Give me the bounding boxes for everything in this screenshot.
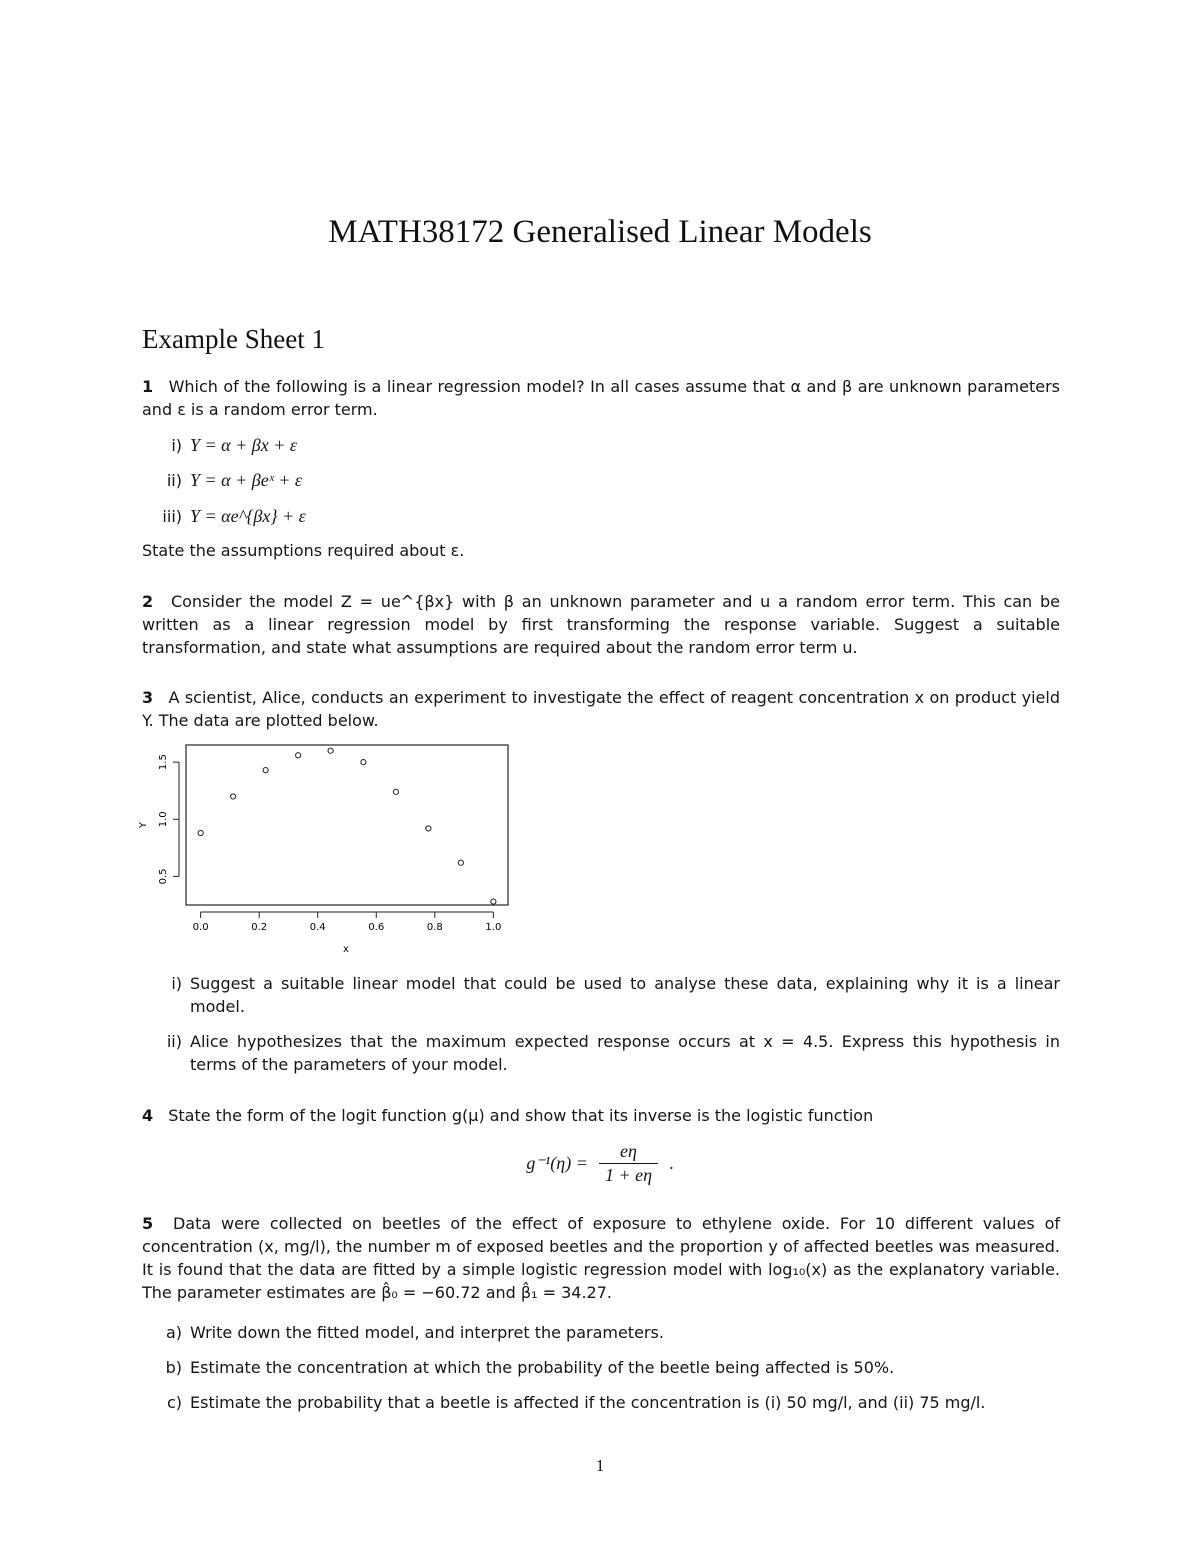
item-label: ii): [166, 1032, 182, 1051]
plot-frame: [186, 745, 508, 905]
x-axis-label: x: [343, 944, 349, 955]
question-1: [142, 375, 1060, 421]
item-text: Alice hypothesizes that the maximum expected response occurs at x = 4.5. Express this hypothesis in terms of the parameters of your model.: [190, 1032, 1060, 1074]
item-text: Suggest a suitable linear model that could be used to analyse these data, explaining why it is a linear model.: [190, 974, 1060, 1016]
x-tick-label: 0.6: [368, 922, 385, 933]
formula-numerator: eη: [599, 1140, 658, 1164]
logistic-formula: [0, 1140, 1200, 1187]
question-5: [142, 1212, 1060, 1304]
data-point: [263, 768, 268, 773]
question-text: Which of the following is a linear regression model? In all cases assume that α and β are unknown parameters and ε is a random error term.: [142, 377, 1060, 419]
equation: Y = αe^{βx} + ε: [190, 506, 306, 526]
item-text: Estimate the concentration at which the probability of the beetle being affected is 50%.: [190, 1358, 895, 1377]
sheet-title: Example Sheet 1: [142, 324, 325, 354]
y-tick-label: 1.0: [158, 811, 169, 828]
formula-end: .: [669, 1153, 674, 1173]
question-text: A scientist, Alice, conducts an experiment to investigate the effect of reagent concentration x on product yield Y. The data are plotted below.: [142, 688, 1060, 730]
question-text: Data were collected on beetles of the effect of exposure to ethylene oxide. For 10 different values of concentration (x, mg/l), the number m of exposed beetles and the proportion y of affected beetles was measured. It is found that the data are fitted by a simple logistic regression model with log₁₀(x) as the explanatory variable. The parameter estimates are β̂₀ = −60.72 and β̂₁ = 34.27.: [142, 1214, 1060, 1302]
page-number: 1: [595, 1456, 605, 1475]
data-point: [296, 753, 301, 758]
item-label: i): [171, 436, 182, 455]
equation: Y = α + βx + ε: [190, 435, 297, 455]
x-tick-label: 1.0: [485, 922, 502, 933]
question-4: [142, 1104, 1060, 1127]
item-label: a): [165, 1323, 182, 1342]
question-number: 4: [142, 1106, 154, 1125]
data-point: [198, 830, 203, 835]
x-tick-label: 0.0: [192, 922, 209, 933]
item-label: iii): [162, 507, 182, 526]
data-point: [393, 789, 398, 794]
y-axis-label: Y: [138, 821, 149, 829]
question-number: 5: [142, 1214, 154, 1233]
q1-followup: State the assumptions required about ε.: [142, 541, 465, 560]
data-point: [491, 899, 496, 904]
item-text: Estimate the probability that a beetle is affected if the concentration is (i) 50 mg/l, and (ii) 75 mg/l.: [190, 1393, 986, 1412]
question-number: 3: [142, 688, 154, 707]
x-tick-label: 0.2: [251, 922, 268, 933]
q3-item-ii: [142, 1030, 1060, 1076]
x-tick-label: 0.4: [309, 922, 326, 933]
x-tick-label: 0.8: [426, 922, 443, 933]
data-points: [198, 748, 496, 904]
item-text: Write down the fitted model, and interpret the parameters.: [190, 1323, 664, 1342]
formula-denominator: 1 + eη: [604, 1165, 653, 1185]
data-point: [458, 860, 463, 865]
item-label: i): [171, 974, 182, 993]
scatter-plot: [140, 740, 520, 960]
question-3: [142, 686, 1060, 732]
y-tick-label: 1.5: [158, 754, 169, 771]
question-2: [142, 590, 1060, 659]
question-text: Consider the model Z = ue^{βx} with β an unknown parameter and u a random error term. This can be written as a linear regression model by first transforming the response variable. Suggest a suitable transformation, and state what assumptions are required about the random error term u.: [142, 592, 1060, 657]
x-axis: [193, 912, 502, 933]
y-axis: [158, 754, 179, 884]
q3-item-i: [142, 972, 1060, 1018]
formula-fraction: [599, 1140, 658, 1187]
data-point: [328, 748, 333, 753]
data-point: [361, 760, 366, 765]
y-tick-label: 0.5: [158, 868, 169, 885]
data-point: [231, 794, 236, 799]
data-point: [426, 826, 431, 831]
item-label: ii): [166, 471, 182, 490]
question-number: 1: [142, 377, 154, 396]
equation: Y = α + βeˣ + ε: [190, 470, 303, 490]
item-label: c): [166, 1393, 182, 1412]
question-text: State the form of the logit function g(μ) and show that its inverse is the logistic function: [168, 1106, 874, 1125]
question-number: 2: [142, 592, 154, 611]
item-label: b): [165, 1358, 182, 1377]
document-title: MATH38172 Generalised Linear Models: [328, 214, 872, 250]
formula-lhs: g⁻¹(η) =: [526, 1153, 588, 1173]
